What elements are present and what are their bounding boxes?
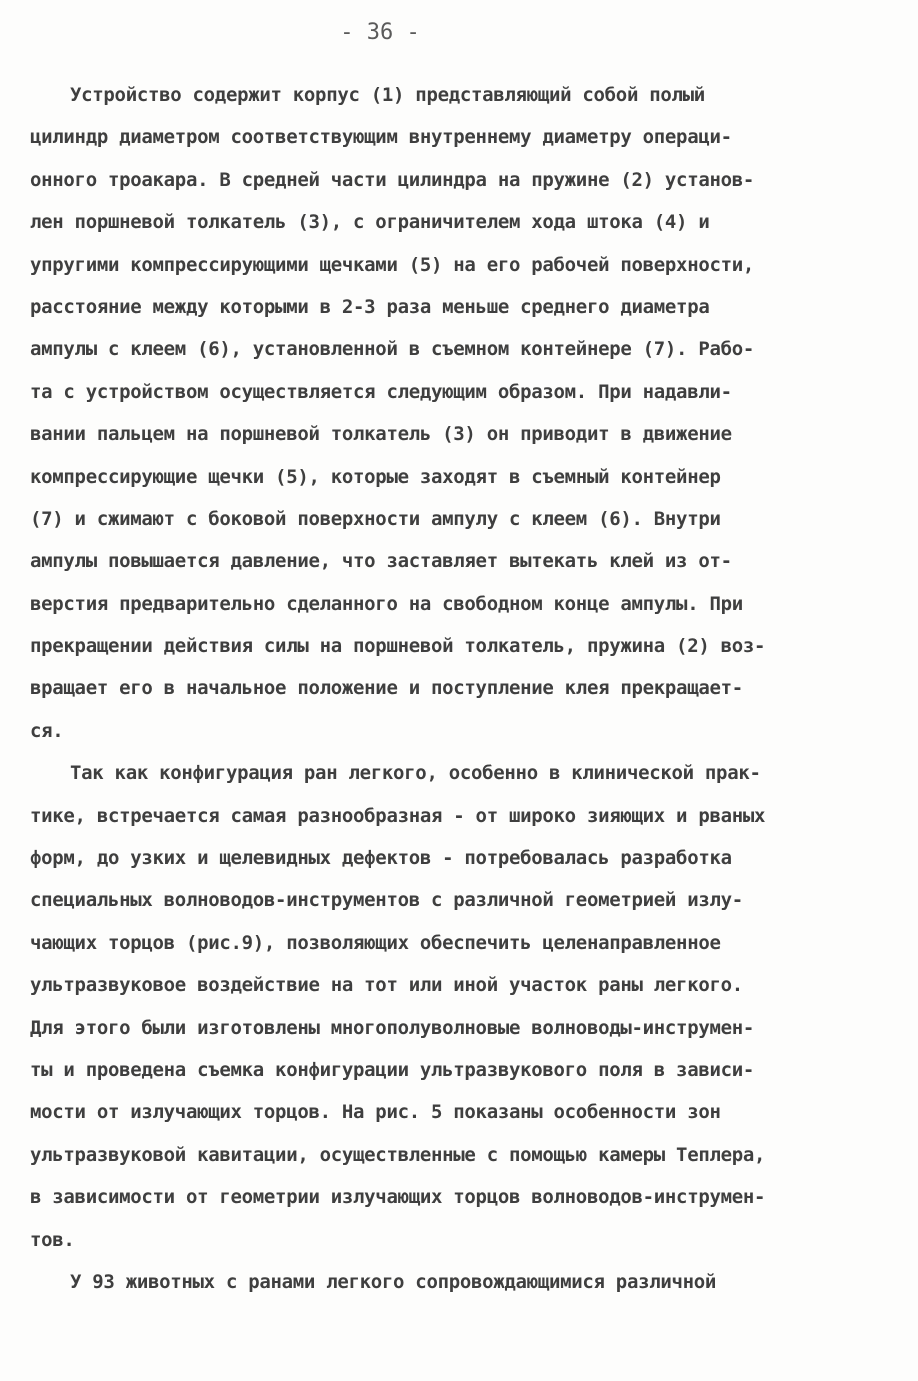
text-line: прекращении действия силы на поршневой толкатель, пружина (2) воз- (30, 635, 766, 658)
text-line: ся. (30, 719, 64, 742)
text-line: Для этого были изготовлены многополуволновые волноводы-инструмен- (30, 1016, 755, 1039)
text-line: ультразвуковой кавитации, осуществленные с помощью камеры Теплера, (30, 1143, 766, 1166)
paragraph (30, 1261, 890, 1303)
paragraph (30, 74, 890, 752)
text-line: тов. (30, 1228, 75, 1251)
paragraph (30, 752, 890, 1261)
text-line: специальных волноводов-инструментов с различной геометрией излу- (30, 889, 743, 912)
text-line: упругими компрессирующими щечками (5) на его рабочей поверхности, (30, 253, 755, 276)
text-line: онного троакара. В средней части цилиндра на пружине (2) установ- (30, 168, 755, 191)
text-line: Так как конфигурация ран легкого, особенно в клинической прак- (70, 762, 761, 785)
text-line: ультразвуковое воздействие на тот или иной участок раны легкого. (30, 974, 743, 997)
text-line: ампулы с клеем (6), установленной в съемном контейнере (7). Рабо- (30, 338, 755, 361)
text-line: Устройство содержит корпус (1) представляющий собой полый (70, 84, 705, 106)
text-line: У 93 животных с ранами легкого сопровождающимися различной (70, 1270, 717, 1293)
text-line: мости от излучающих торцов. На рис. 5 показаны особенности зон (30, 1101, 721, 1124)
text-line: лен поршневой толкатель (3), с ограничителем хода штока (4) и (30, 211, 710, 234)
text-line: расстояние между которыми в 2-3 раза меньше среднего диаметра (30, 295, 710, 318)
document-text (30, 74, 890, 1303)
text-line: компрессирующие щечки (5), которые заходят в съемный контейнер (30, 465, 721, 488)
text-line: (7) и сжимают с боковой поверхности ампулу с клеем (6). Внутри (30, 507, 721, 530)
page-number: - 36 - (340, 20, 420, 45)
text-line: та с устройством осуществляется следующим образом. При надавли- (30, 380, 732, 403)
text-line: верстия предварительно сделанного на свободном конце ампулы. При (30, 592, 743, 615)
text-line: чающих торцов (рис.9), позволяющих обеспечить целенаправленное (30, 931, 721, 954)
text-line: тике, встречается самая разнообразная - от широко зияющих и рваных (30, 804, 766, 827)
text-line: форм, до узких и щелевидных дефектов - потребовалась разработка (30, 847, 732, 870)
text-line: ты и проведена съемка конфигурации ультразвукового поля в зависи- (30, 1058, 755, 1081)
text-line: вращает его в начальное положение и поступление клея прекращает- (30, 677, 743, 700)
text-line: вании пальцем на поршневой толкатель (3) он приводит в движение (30, 423, 732, 446)
text-line: в зависимости от геометрии излучающих торцов волноводов-инструмен- (30, 1186, 766, 1209)
text-line: ампулы повышается давление, что заставляет вытекать клей из от- (30, 550, 732, 573)
text-line: цилиндр диаметром соответствующим внутреннему диаметру операци- (30, 126, 732, 149)
